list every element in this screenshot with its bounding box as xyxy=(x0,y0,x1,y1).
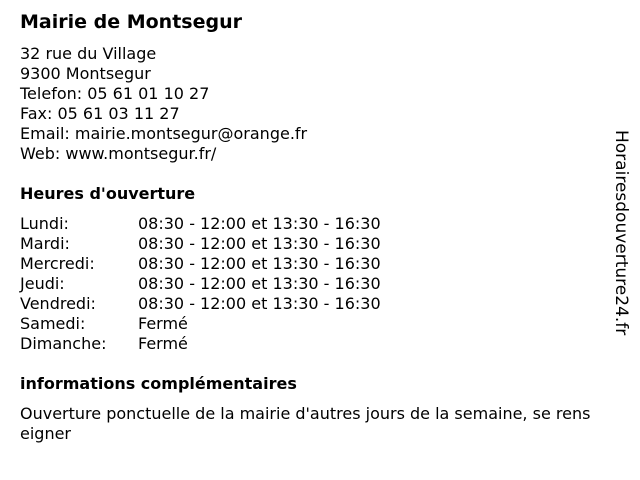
hours-row-vendredi xyxy=(20,294,381,314)
hours-table xyxy=(20,214,381,354)
website-address: Web: www.montsegur.fr/ xyxy=(20,144,217,163)
hours-row-mardi xyxy=(20,234,381,254)
hours-time: Fermé xyxy=(138,314,188,333)
hours-day: Jeudi: xyxy=(20,274,65,293)
info-text: Ouverture ponctuelle de la mairie d'autres jours de la semaine, se renseigner xyxy=(20,404,591,443)
hours-row-jeudi xyxy=(20,274,381,294)
contact-block xyxy=(20,44,307,164)
address-city: 9300 Montsegur xyxy=(20,64,151,83)
email-address: Email: mairie.montsegur@orange.fr xyxy=(20,124,308,143)
hours-row-lundi xyxy=(20,214,381,234)
fax-number: Fax: 05 61 03 11 27 xyxy=(20,104,180,123)
hours-day: Mardi: xyxy=(20,234,70,253)
hours-row-dimanche xyxy=(20,334,381,354)
hours-heading: Heures d'ouverture xyxy=(20,184,196,203)
hours-time: 08:30 - 12:00 et 13:30 - 16:30 xyxy=(138,294,381,313)
hours-time: 08:30 - 12:00 et 13:30 - 16:30 xyxy=(138,254,381,273)
hours-row-mercredi xyxy=(20,254,381,274)
info-heading: informations complémentaires xyxy=(20,374,297,393)
watermark xyxy=(610,130,634,366)
phone-number: Telefon: 05 61 01 10 27 xyxy=(20,84,210,103)
hours-row-samedi xyxy=(20,314,381,334)
hours-day: Dimanche: xyxy=(20,334,107,353)
hours-day: Vendredi: xyxy=(20,294,96,313)
hours-time: 08:30 - 12:00 et 13:30 - 16:30 xyxy=(138,214,381,233)
hours-day: Samedi: xyxy=(20,314,86,333)
hours-time: 08:30 - 12:00 et 13:30 - 16:30 xyxy=(138,274,381,293)
page-title: Mairie de Montsegur xyxy=(20,11,242,33)
address-street: 32 rue du Village xyxy=(20,44,157,63)
hours-time: Fermé xyxy=(138,334,188,353)
hours-day: Lundi: xyxy=(20,214,69,233)
hours-day: Mercredi: xyxy=(20,254,95,273)
hours-time: 08:30 - 12:00 et 13:30 - 16:30 xyxy=(138,234,381,253)
watermark-text: Horairesdouverture24.fr xyxy=(611,130,631,336)
